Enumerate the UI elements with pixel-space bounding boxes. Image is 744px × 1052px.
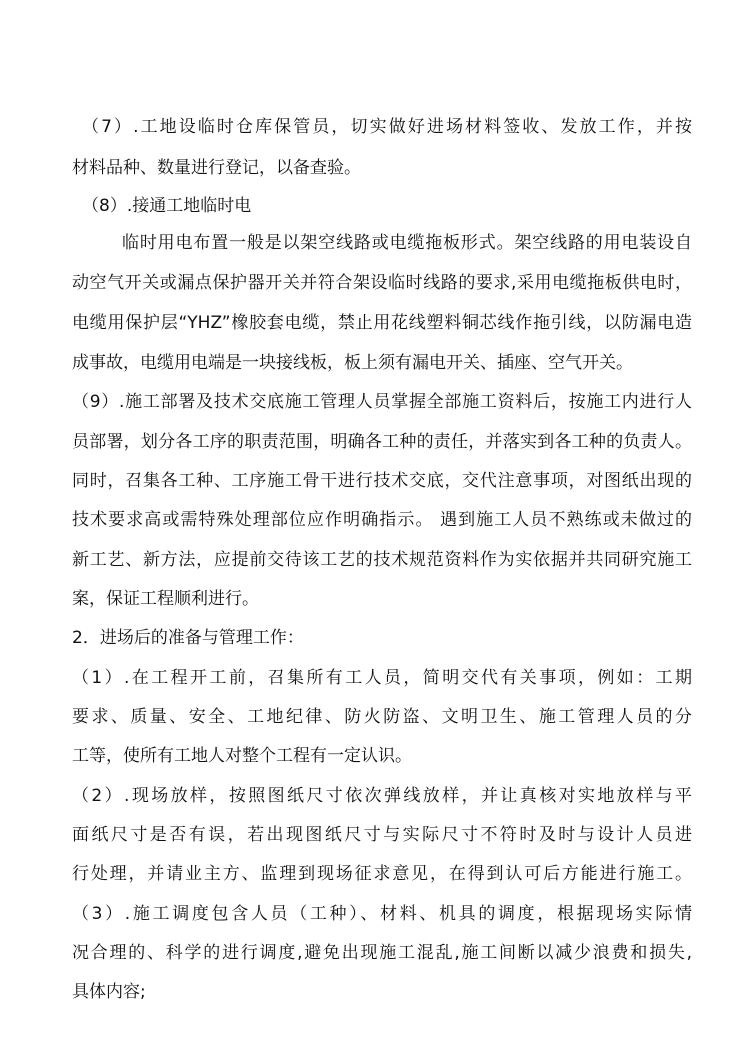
paragraph-line: （1）.在工程开工前，召集所有工人员，简明交代有关事项，例如：工期 — [72, 668, 692, 688]
paragraph-line: （3）.施工调度包含人员（工种）、材料、机具的调度，根据现场实际情 — [72, 904, 692, 924]
section-heading: （8）.接通工地临时电 — [82, 196, 252, 216]
paragraph-line: 面纸尺寸是否有误，若出现图纸尺寸与实际尺寸不符时及时与设计人员进 — [72, 825, 692, 845]
paragraph-line: 工等，使所有工地人对整个工程有一定认识。 — [72, 746, 412, 766]
paragraph-line: （9）.施工部署及技术交底施工管理人员掌握全部施工资料后，按施工内进行人 — [72, 392, 692, 412]
paragraph-line: 临时用电布置一般是以架空线路或电缆拖板形式。架空线路的用电装设自 — [122, 233, 692, 253]
paragraph-line: 动空气开关或漏点保护器开关并符合架设临时线路的要求,采用电缆拖板供电时， — [72, 273, 692, 293]
paragraph-line: 成事故，电缆用电端是一块接线板，板上须有漏电开关、插座、空气开关。 — [72, 353, 633, 373]
paragraph-line: 行处理，并请业主方、监理到现场征求意见，在得到认可后方能进行施工。 — [72, 864, 692, 884]
paragraph-line: 材料品种、数量进行登记，以备查验。 — [72, 158, 361, 178]
paragraph-line: 要求、质量、安全、工地纪律、防火防盗、文明卫生、施工管理人员的分 — [72, 707, 692, 727]
paragraph-line: 案，保证工程顺利进行。 — [72, 589, 259, 609]
paragraph-line: （2）.现场放样，按照图纸尺寸依次弹线放样，并让真核对实地放样与平 — [72, 786, 692, 806]
section-heading: 2．进场后的准备与管理工作： — [72, 628, 304, 648]
paragraph-line: 电缆用保护层“YHZ”橡胶套电缆，禁止用花线塑料铜芯线作拖引线，以防漏电造 — [72, 313, 692, 333]
paragraph-line: （7）.工地设临时仓库保管员，切实做好进场材料签收、发放工作，并按 — [82, 117, 692, 137]
paragraph-line: 员部署，划分各工序的职责范围，明确各工种的责任，并落实到各工种的负责人。 — [72, 432, 692, 452]
paragraph-line: 具体内容; — [72, 982, 146, 1002]
paragraph-line: 新工艺、新方法，应提前交待该工艺的技术规范资料作为实依据并共同研究施工 — [72, 550, 692, 570]
paragraph-line: 同时，召集各工种、工序施工骨干进行技术交底，交代注意事项，对图纸出现的 — [72, 471, 692, 491]
paragraph-line: 技术要求高或需特殊处理部位应作明确指示。 遇到施工人员不熟练或未做过的 — [72, 510, 692, 530]
paragraph-line: 况合理的、科学的进行调度,避免出现施工混乱,施工间断以减少浪费和损失, — [72, 943, 692, 963]
